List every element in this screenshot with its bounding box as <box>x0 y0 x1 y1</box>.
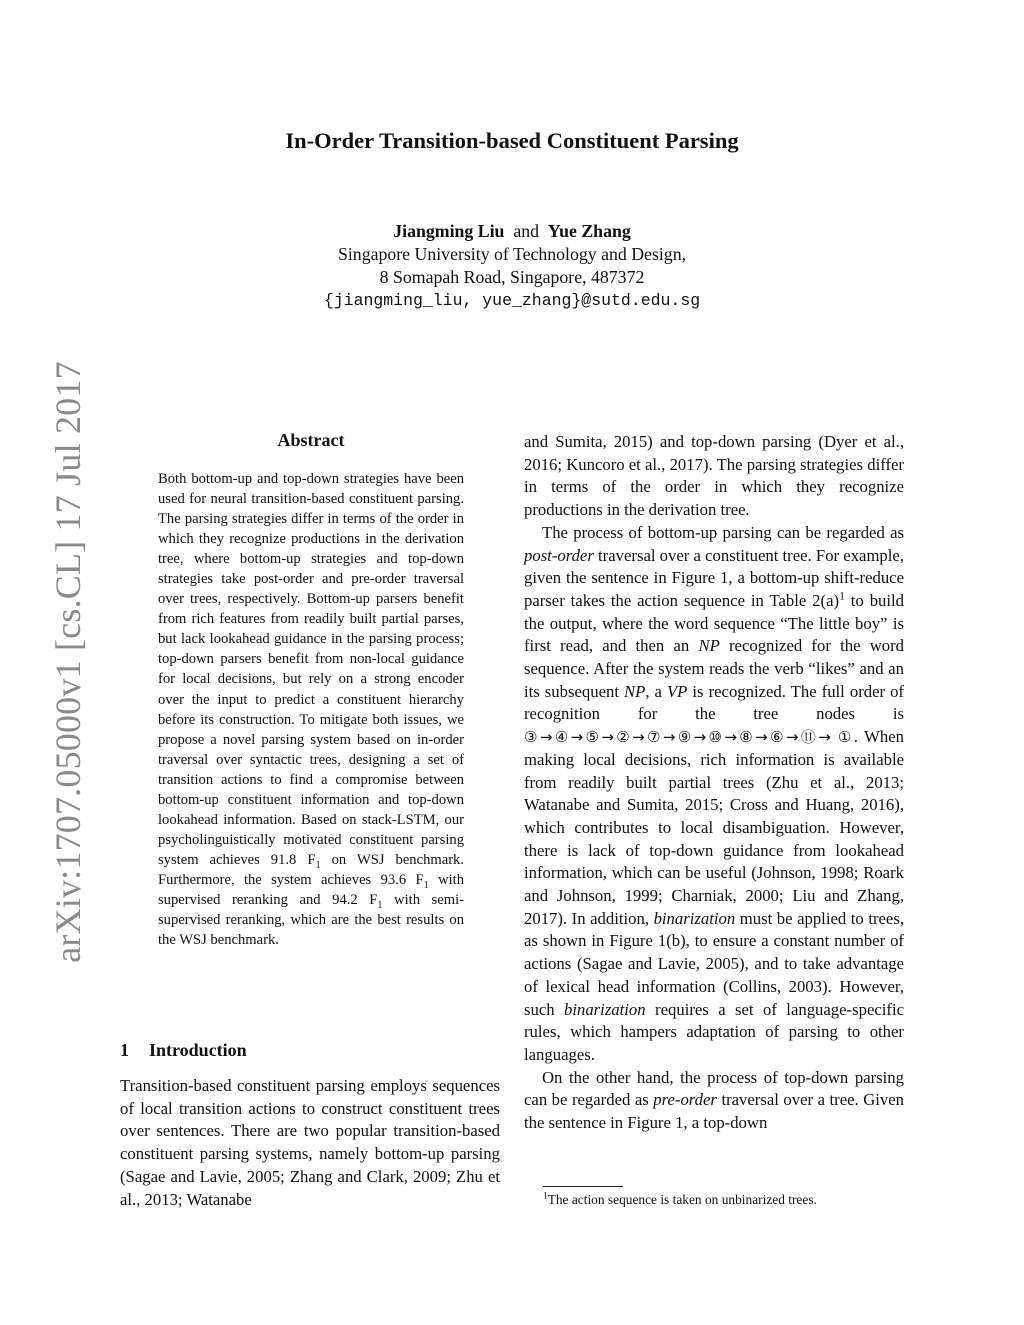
abstract-body <box>158 469 464 950</box>
author-block <box>0 220 1024 312</box>
introduction-paragraph: Transition-based constituent parsing employs sequences of local transition actions to construct constituent trees over sentences. There are two popular transition-based constituent parsing systems, namely bottom-up parsing (Sagae and Lavie, 2005; Zhang and Clark, 2009; Zhu et al., 2013; Watanabe <box>120 1076 500 1209</box>
abstract-heading: Abstract <box>277 430 345 450</box>
paragraph: and Sumita, 2015) and top-down parsing (Dyer et al., 2016; Kuncoro et al., 2017). The parsing strategies differ in terms of the order in which they recognize productions in the derivation tree. <box>524 432 904 520</box>
address: 8 Somapah Road, Singapore, 487372 <box>379 267 645 287</box>
section-title: Introduction <box>149 1040 247 1060</box>
footnote-mark: 1 <box>543 1191 548 1202</box>
abstract-text-3: with supervised reranking and 94.2 <box>158 871 465 908</box>
f1-symbol: $F_1$ <box>369 891 383 911</box>
author-2: Yue Zhang <box>547 221 631 241</box>
paragraph: On the other hand, the process of top-down parsing can be regarded as pre-order traversal over a tree. Given the sentence in Figure 1, a top-down <box>524 1067 904 1133</box>
author-names <box>0 220 1024 243</box>
footnote <box>543 1191 817 1208</box>
f1-symbol: $F_1$ <box>307 851 321 871</box>
paper-title: In-Order Transition-based Constituent Parsing <box>285 128 739 153</box>
abstract-text-2: on WSJ benchmark. Furthermore, the system achieves 93.6 <box>158 851 464 888</box>
section-number: 1 <box>120 1040 129 1060</box>
author-1: Jiangming Liu <box>393 221 505 241</box>
emails: {jiangming_liu, yue_zhang}@sutd.edu.sg <box>323 291 701 310</box>
section-heading-introduction <box>120 1040 247 1061</box>
affiliation: Singapore University of Technology and Design, <box>337 244 687 264</box>
right-column <box>524 431 904 1135</box>
abstract-text-4: with semi-supervised reranking, which are the best results on the WSJ benchmark. <box>158 891 464 949</box>
paragraph: The process of bottom-up parsing can be regarded as post-order traversal over a constituent tree. For example, given the sentence in Figure 1, a bottom-up shift-reduce parser takes the action sequence in Table $2(a)^1$ to build the output, where the word sequence “The little boy” is first read, and then an NP recognized for the word sequence. After the system reads the verb “likes” and an its subsequent NP, a VP is recognized. The full order of recognition for the tree nodes is ③→④→⑤→②→⑦→⑨→⑩→⑧→⑥→⑪→ ①. When making local decisions, rich information is available from readily built partial trees (Zhu et al., 2013; Watanabe and Sumita, 2015; Cross and Huang, 2016), which contributes to local disambiguation. However, there is lack of top-down guidance from lookahead information, which can be useful (Johnson, 1998; Roark and Johnson, 1999; Charniak, 2000; Liu and Zhang, 2017). In addition, binarization must be applied to trees, as shown in Figure 1(b), to ensure a constant number of actions (Sagae and Lavie, 2005), and to take advantage of lexical head information (Collins, 2003). However, such binarization requires a set of language-specific rules, which hampers adaptation of parsing to other languages. <box>524 522 904 1064</box>
f1-symbol: $F_1$ <box>415 871 429 891</box>
arxiv-stamp: arXiv:1707.05000v1 [cs.CL] 17 Jul 2017 <box>48 361 88 963</box>
abstract-text-1: Both bottom-up and top-down strategies have been used for neural transition-based constituent parsing. The parsing strategies differ in terms of the order in which they recognize productions in the derivation tree, where bottom-up strategies and top-down strategies take post-order and pre-order traversal over trees, respectively. Bottom-up parsers benefit from rich features from readily built partial parses, but lack lookahead guidance in the parsing process; top-down parsers benefit from non-local guidance for local decisions, but rely on a strong encoder over the input to predict a constituent hierarchy before its construction. To mitigate both issues, we propose a novel parsing system based on in-order traversal over syntactic trees, designing a set of transition actions to find a compromise between bottom-up constituent information and top-down lookahead information. Based on stack-LSTM, our psycholinguistically motivated constituent parsing system achieves 91.8 <box>158 471 464 868</box>
footnote-marker: 1 <box>839 589 845 603</box>
author-conjunction: and <box>513 221 539 241</box>
footnote-text: The action sequence is taken on unbinarized trees. <box>547 1192 817 1207</box>
recognition-order: ③→④→⑤→②→⑦→⑨→⑩→⑧→⑥→⑪→ ① <box>524 728 854 747</box>
footnote-rule <box>543 1186 623 1187</box>
